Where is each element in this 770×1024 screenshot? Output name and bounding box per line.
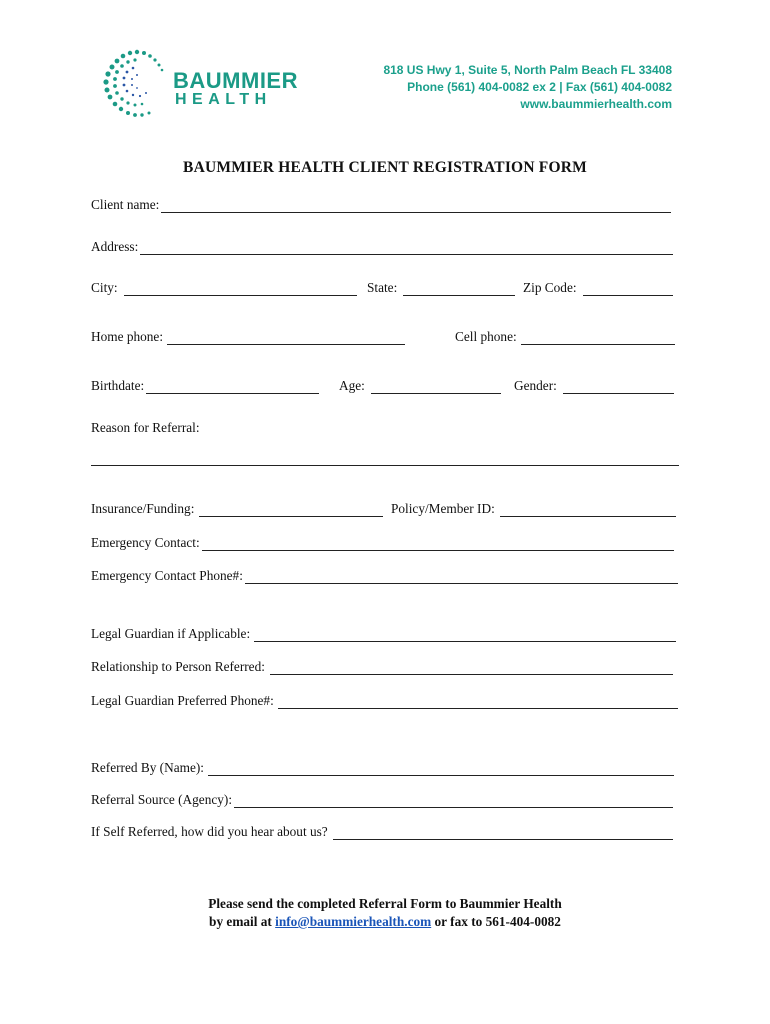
city-label: City: [91, 280, 118, 295]
contact-website[interactable]: www.baummierhealth.com [520, 97, 672, 111]
relationship-field[interactable] [91, 657, 673, 675]
policy-field[interactable] [391, 499, 676, 517]
footer-email-prefix: by email at [209, 914, 276, 929]
contact-phone-fax: Phone (561) 404-0082 ex 2 | Fax (561) 404-0082 [407, 80, 672, 94]
insurance-line[interactable] [199, 503, 383, 517]
emergency-phone-label: Emergency Contact Phone#: [91, 568, 243, 583]
cell-phone-line[interactable] [521, 331, 675, 345]
cell-phone-field[interactable] [455, 327, 675, 345]
emergency-contact-field[interactable] [91, 533, 674, 551]
relationship-label: Relationship to Person Referred: [91, 659, 265, 674]
gender-field[interactable] [514, 376, 674, 394]
relationship-row [91, 657, 679, 677]
logo-dot-swirl-icon [97, 46, 177, 122]
city-state-zip-row [91, 278, 679, 298]
referred-by-line[interactable] [208, 762, 674, 776]
emergency-phone-row [91, 566, 679, 586]
home-phone-field[interactable] [91, 327, 405, 345]
city-line[interactable] [124, 282, 357, 296]
city-field[interactable] [91, 278, 357, 296]
age-field[interactable] [339, 376, 501, 394]
reason-label-wrap [91, 418, 200, 436]
referral-source-row [91, 790, 679, 810]
client-name-field[interactable] [91, 195, 671, 213]
cell-phone-label: Cell phone: [455, 329, 517, 344]
guardian-row [91, 624, 679, 644]
gender-line[interactable] [563, 380, 674, 394]
state-line[interactable] [403, 282, 515, 296]
guardian-phone-field[interactable] [91, 691, 678, 709]
guardian-line[interactable] [254, 628, 676, 642]
footer-line-2 [0, 913, 770, 931]
guardian-phone-row [91, 691, 679, 711]
state-label: State: [367, 280, 398, 295]
insurance-label: Insurance/Funding: [91, 501, 195, 516]
self-referred-line[interactable] [333, 826, 673, 840]
address-line[interactable] [140, 241, 673, 255]
contact-block [383, 62, 672, 113]
referral-source-field[interactable] [91, 790, 673, 808]
insurance-field[interactable] [91, 499, 383, 517]
guardian-phone-label: Legal Guardian Preferred Phone#: [91, 693, 274, 708]
form-title: BAUMMIER HEALTH CLIENT REGISTRATION FORM [183, 159, 587, 176]
footer-fax-text: or fax to 561-404-0082 [431, 914, 561, 929]
self-referred-label: If Self Referred, how did you hear about us? [91, 824, 328, 839]
gender-label: Gender: [514, 378, 557, 393]
birthdate-label: Birthdate: [91, 378, 145, 393]
footer-line-1: Please send the completed Referral Form to Baummier Health [208, 896, 562, 911]
contact-address: 818 US Hwy 1, Suite 5, North Palm Beach FL 33408 [383, 63, 672, 77]
address-row [91, 237, 679, 257]
referral-source-line[interactable] [234, 794, 673, 808]
zip-line[interactable] [583, 282, 673, 296]
reason-label: Reason for Referral: [91, 420, 200, 435]
emergency-phone-line[interactable] [245, 570, 678, 584]
guardian-field[interactable] [91, 624, 676, 642]
address-field[interactable] [91, 237, 673, 255]
referral-source-label: Referral Source (Agency): [91, 792, 233, 807]
logo-wordmark-bottom: HEALTH [175, 91, 272, 108]
age-line[interactable] [371, 380, 501, 394]
submission-instructions [0, 895, 770, 931]
insurance-policy-row [91, 499, 679, 519]
zip-label: Zip Code: [523, 280, 577, 295]
emergency-contact-line[interactable] [202, 537, 674, 551]
relationship-line[interactable] [270, 661, 673, 675]
reason-line[interactable] [91, 465, 679, 466]
emergency-contact-row [91, 533, 679, 553]
self-referred-field[interactable] [91, 822, 673, 840]
reason-row [91, 418, 679, 438]
birthdate-age-gender-row [91, 376, 679, 396]
birthdate-field[interactable] [91, 376, 319, 394]
policy-label: Policy/Member ID: [391, 501, 495, 516]
age-label: Age: [339, 378, 365, 393]
home-phone-line[interactable] [167, 331, 405, 345]
emergency-contact-label: Emergency Contact: [91, 535, 200, 550]
client-name-row [91, 195, 679, 215]
emergency-phone-field[interactable] [91, 566, 678, 584]
email-link[interactable]: info@baummierhealth.com [275, 914, 432, 929]
phone-row [91, 327, 679, 347]
referred-by-label: Referred By (Name): [91, 760, 204, 775]
self-referred-row [91, 822, 679, 842]
guardian-label: Legal Guardian if Applicable: [91, 626, 251, 641]
referred-by-field[interactable] [91, 758, 674, 776]
birthdate-line[interactable] [146, 380, 319, 394]
address-label: Address: [91, 239, 139, 254]
guardian-phone-line[interactable] [278, 695, 678, 709]
baummier-logo [97, 46, 297, 122]
policy-line[interactable] [500, 503, 676, 517]
logo-wordmark-top: BAUMMIER [173, 68, 298, 93]
client-name-label: Client name: [91, 197, 160, 212]
zip-field[interactable] [523, 278, 673, 296]
home-phone-label: Home phone: [91, 329, 164, 344]
state-field[interactable] [367, 278, 515, 296]
referred-by-row [91, 758, 679, 778]
client-name-line[interactable] [161, 199, 671, 213]
